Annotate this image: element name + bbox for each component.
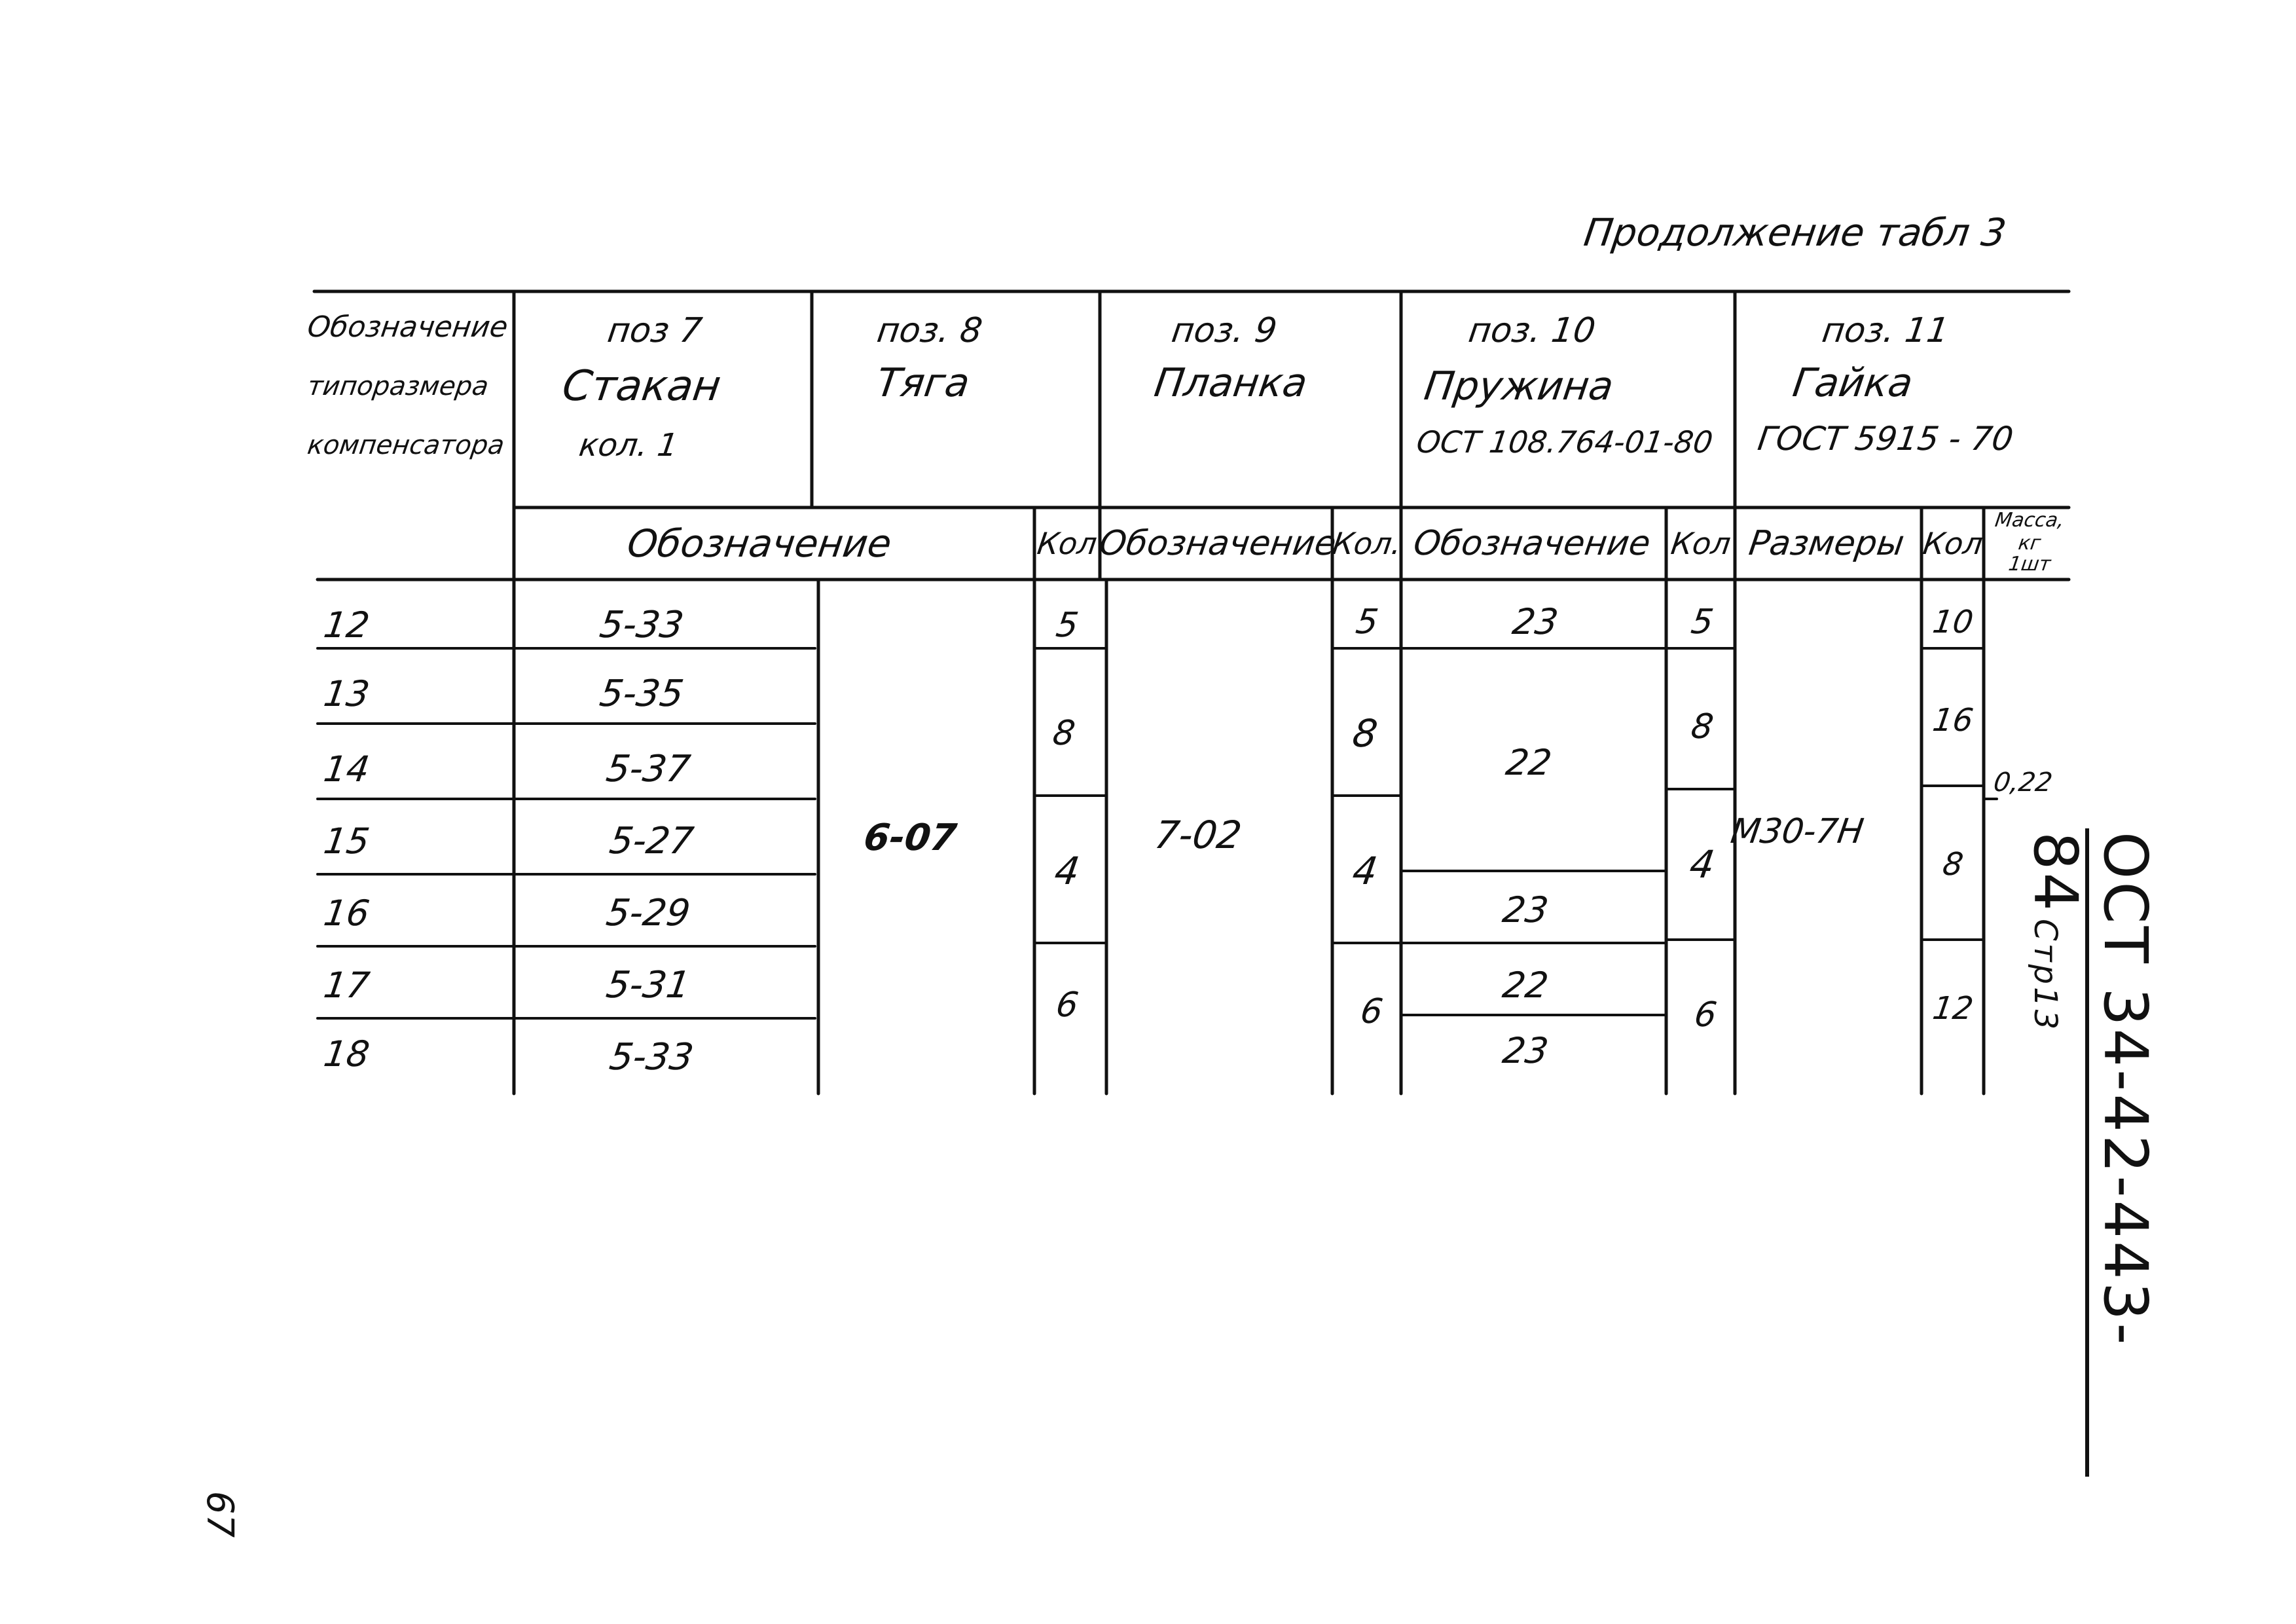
header-pos10-name: Пружина bbox=[1421, 363, 1616, 409]
pos8-designation: 6-07 bbox=[861, 817, 959, 859]
pos8-qty: 8 bbox=[1050, 714, 1078, 753]
pos10-qty: 4 bbox=[1686, 842, 1718, 887]
pos11-qty: 12 bbox=[1930, 990, 1976, 1027]
pos9-qty: 6 bbox=[1358, 992, 1385, 1031]
pos8-qty: 4 bbox=[1051, 849, 1083, 893]
pos10-qty: 6 bbox=[1692, 995, 1719, 1035]
size-cell: 18 bbox=[321, 1033, 373, 1075]
header-designation-1: Обозначение bbox=[305, 310, 510, 344]
header-pos8-name: Тяга bbox=[873, 360, 973, 406]
header-pos10-number: поз. 10 bbox=[1466, 311, 1598, 350]
pos9-qty: 8 bbox=[1349, 711, 1381, 756]
page-number: 67 bbox=[198, 1490, 242, 1538]
sub-designation-pos10: Обозначение bbox=[1411, 524, 1653, 563]
pos7-cell: 5-31 bbox=[603, 964, 693, 1006]
pos10-designation: 22 bbox=[1503, 742, 1554, 783]
pos10-designation: 22 bbox=[1500, 965, 1551, 1006]
header-pos9-name: Планка bbox=[1151, 360, 1311, 406]
standard-code bbox=[2020, 832, 2160, 1486]
pos7-cell: 5-37 bbox=[603, 748, 693, 790]
pos8-qty: 5 bbox=[1053, 606, 1081, 645]
pos7-cell: 5-27 bbox=[606, 820, 697, 862]
sub-designation-pos9: Обозначение bbox=[1097, 524, 1339, 563]
header-pos11-number: поз. 11 bbox=[1819, 311, 1952, 350]
pos7-cell: 5-33 bbox=[606, 1036, 697, 1079]
header-pos11-name: Гайка bbox=[1789, 360, 1916, 406]
header-pos9-number: поз. 9 bbox=[1169, 311, 1280, 350]
pos10-designation: 23 bbox=[1500, 889, 1551, 931]
header-pos8-number: поз. 8 bbox=[874, 311, 985, 350]
header-pos7-name: Стакан bbox=[559, 362, 724, 411]
pos11-size: М30-7Н bbox=[1728, 812, 1867, 851]
pos9-designation: 7-02 bbox=[1152, 813, 1245, 857]
pos10-qty: 5 bbox=[1688, 602, 1716, 642]
sub-qty-pos10: Кол bbox=[1669, 526, 1733, 561]
size-cell: 14 bbox=[321, 748, 373, 790]
size-cell: 16 bbox=[321, 893, 373, 934]
header-pos7-qty: кол. 1 bbox=[577, 427, 680, 464]
size-cell: 17 bbox=[321, 965, 373, 1006]
pos9-qty: 5 bbox=[1353, 602, 1381, 642]
sub-qty-pos9: Кол. bbox=[1330, 526, 1404, 561]
header-pos11-standard: ГОСТ 5915 - 70 bbox=[1755, 420, 2016, 458]
pos8-qty: 6 bbox=[1053, 986, 1081, 1025]
header-designation-2: типоразмера bbox=[305, 371, 491, 401]
pos9-qty: 4 bbox=[1349, 849, 1381, 893]
pos11-qty: 8 bbox=[1940, 846, 1966, 883]
size-cell: 12 bbox=[321, 604, 373, 646]
continuation-label: Продолжение табл 3 bbox=[1581, 210, 2009, 255]
pos7-cell: 5-29 bbox=[603, 892, 693, 934]
size-cell: 13 bbox=[321, 673, 373, 714]
header-pos10-standard: ОСТ 108.764-01-80 bbox=[1414, 424, 1715, 460]
pos7-cell: 5-35 bbox=[596, 673, 687, 715]
sub-mass-2: кг bbox=[2016, 532, 2043, 555]
pos10-qty: 8 bbox=[1688, 707, 1716, 747]
sub-designation-pos7: Обозначение bbox=[624, 521, 895, 566]
pos11-qty: 10 bbox=[1930, 604, 1976, 640]
mass-value: 0,22 bbox=[1992, 767, 2054, 798]
sub-qty-pos11: Кол bbox=[1921, 526, 1985, 561]
header-pos7-number: поз 7 bbox=[605, 311, 704, 350]
pos7-cell: 5-33 bbox=[596, 604, 687, 646]
pos10-designation: 23 bbox=[1500, 1030, 1551, 1071]
standard-page: Стр13 bbox=[2027, 919, 2064, 1033]
header-designation-3: компенсатора bbox=[305, 430, 507, 460]
sub-mass-1: Масса, bbox=[1994, 509, 2066, 532]
standard-code-text: ОСТ 34-42-443-84 bbox=[2020, 832, 2160, 1348]
sub-sizes-pos11: Размеры bbox=[1746, 524, 1907, 563]
sub-mass-3: 1шт bbox=[2007, 553, 2052, 576]
pos10-designation: 23 bbox=[1510, 601, 1561, 642]
size-cell: 15 bbox=[321, 821, 373, 862]
sub-qty-pos8: Кол bbox=[1035, 526, 1099, 561]
pos11-qty: 16 bbox=[1930, 702, 1976, 739]
